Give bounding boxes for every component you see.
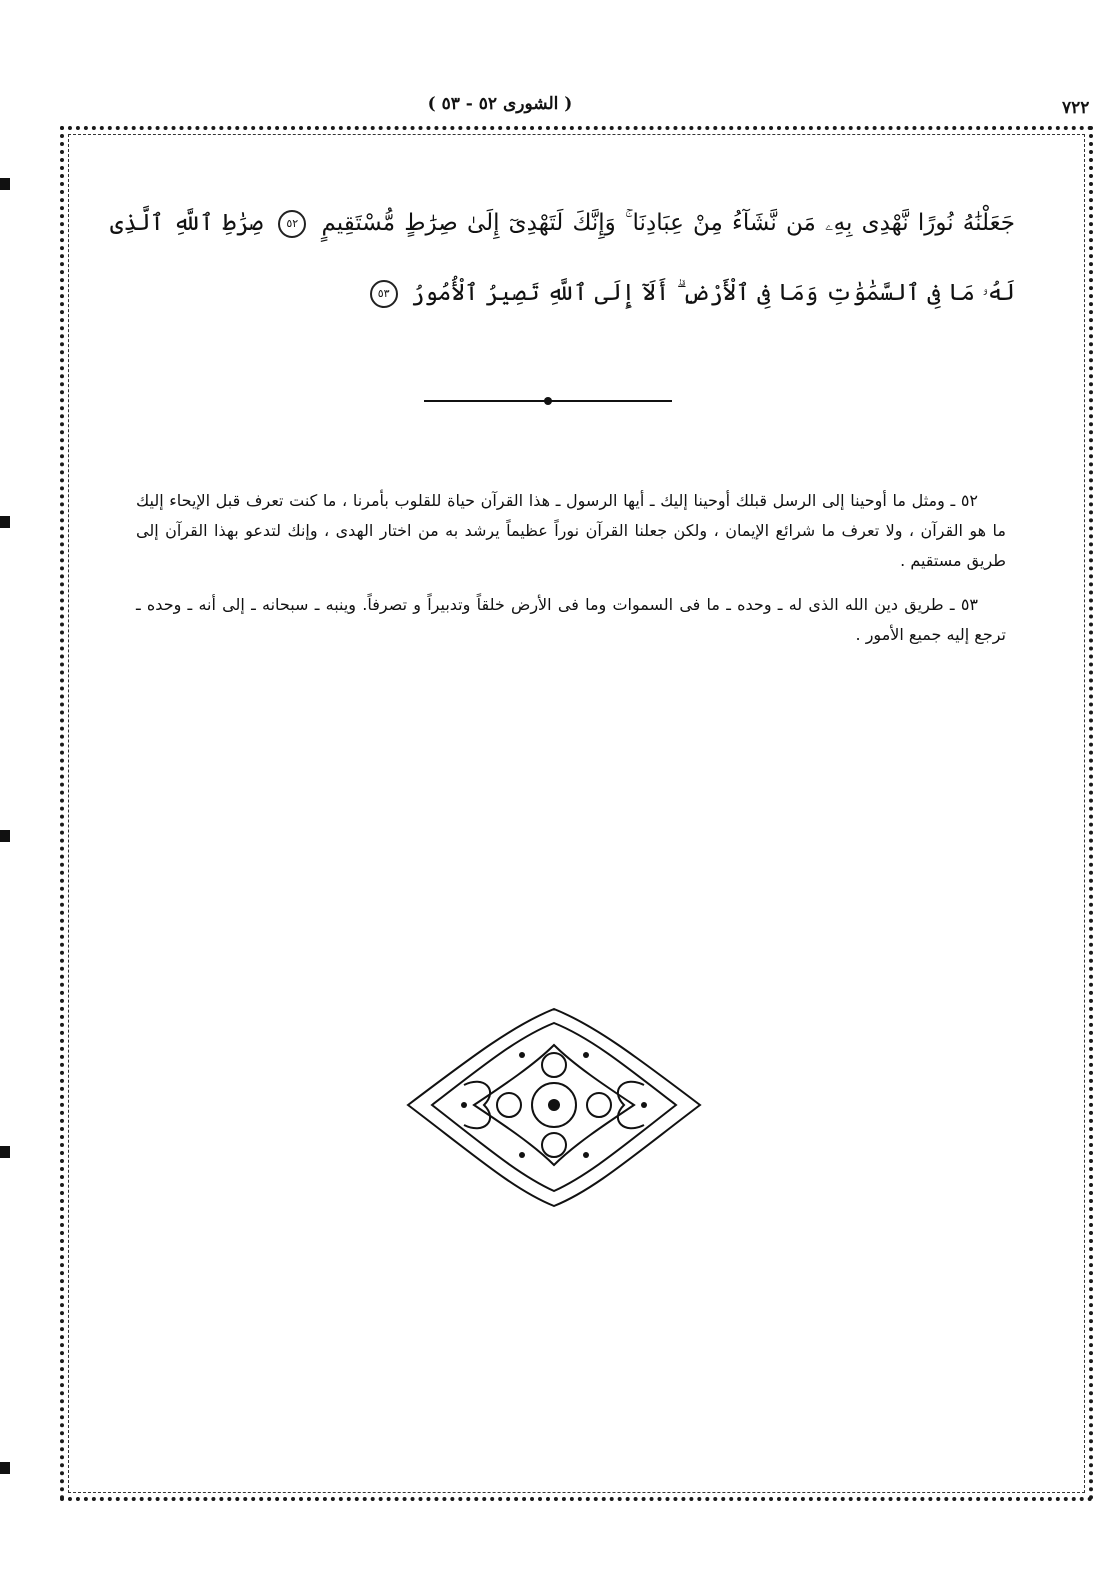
page-number: ٧٢٢ bbox=[1062, 98, 1090, 118]
commentary-paragraph-52: ٥٢ ـ ومثل ما أوحينا إلى الرسل قبلك أوحينا إليك ـ أيها الرسول ـ هذا القرآن حياة للقلوب بأمرنا ، ما كنت تعرف قبل الإيحاء إليك ما هو القرآن ، ولا تعرف ما شرائع الإيمان ، ولكن جعلنا القرآن نوراً عظيماً يرشد به من اختار الهدى ، وإنك لتدعو بهذا القرآن إلى طريق مستقيم . bbox=[136, 491, 1006, 570]
commentary-paragraph-53: ٥٣ ـ طريق دين الله الذى له ـ وحده ـ ما فى السموات وما فى الأرض خلقاً وتدبيراً و تصرفاً. وينبه ـ سبحانه ـ إلى أنه ـ وحده ـ ترجع إليه جميع الأمور . bbox=[136, 595, 1006, 644]
running-header: ( الشورى ٥٢ - ٥٣ ) bbox=[427, 94, 573, 114]
verse-line-1: جَعَلْنَٰهُ نُورًا نَّهْدِى بِهِۦ مَن نَّشَآءُ مِنْ عِبَادِنَا ۚ وَإِنَّكَ لَتَهْدِىٓ إِلَىٰ صِرَٰطٍ مُّسْتَقِيمٍ bbox=[321, 210, 1015, 236]
margin-mark bbox=[0, 516, 10, 528]
margin-mark bbox=[0, 1146, 10, 1158]
quran-verses bbox=[110, 188, 1015, 328]
section-separator bbox=[424, 396, 672, 406]
verse-line-2: لَهُۥ مَا فِى ٱلسَّمَٰوَٰتِ وَمَا فِى ٱلْأَرْضِ ۗ أَلَآ إِلَى ٱللَّهِ تَصِيرُ ٱلْأُمُورُ bbox=[410, 280, 1015, 306]
decorative-ornament bbox=[404, 1005, 704, 1210]
verse-line-1-end: صِرَٰطِ ٱللَّهِ ٱلَّذِى bbox=[110, 210, 264, 236]
margin-mark bbox=[0, 178, 10, 190]
page-border-inner bbox=[68, 134, 1085, 1493]
ayah-marker-52: ٥٢ bbox=[278, 210, 306, 238]
page-border-frame bbox=[60, 126, 1093, 1501]
margin-mark bbox=[0, 1462, 10, 1474]
ayah-marker-53: ٥٣ bbox=[370, 280, 398, 308]
tafsir-commentary bbox=[136, 486, 1006, 664]
margin-mark bbox=[0, 830, 10, 842]
